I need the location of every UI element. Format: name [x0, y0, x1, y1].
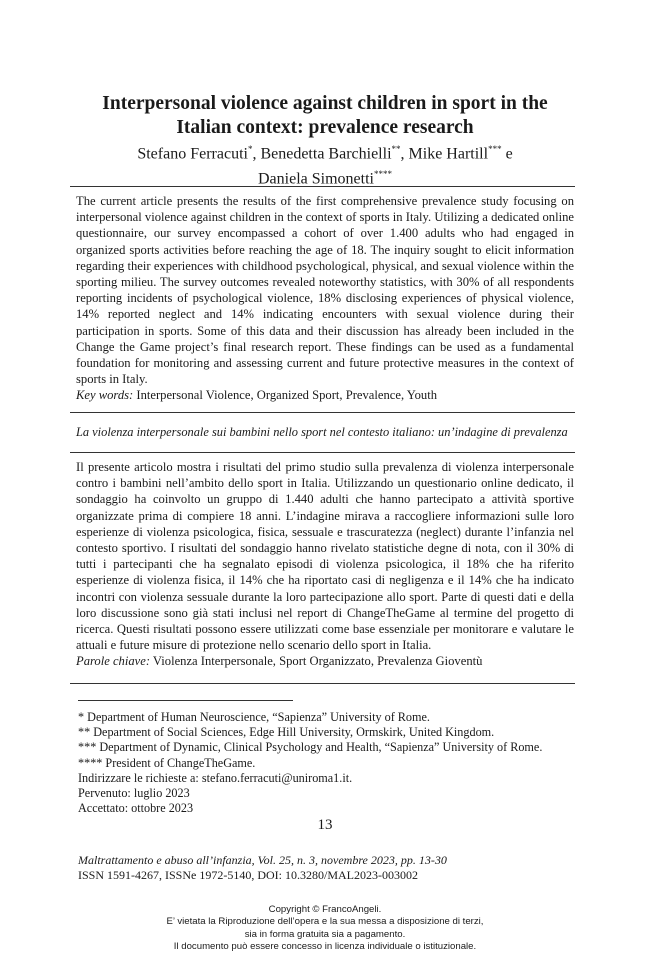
footnote: *** Department of Dynamic, Clinical Psychology and Health, “Sapienza” University of Rome.: [78, 740, 543, 755]
copyright-line: sia in forma gratuita sia a pagamento.: [244, 928, 406, 940]
abstract-italian: [76, 459, 574, 670]
abstract-text: Il presente articolo mostra i risultati del primo studio sulla prevalenza di violenza interpersonale contro i bambini nell’ambito dello sport in Italia. Utilizzando un questionario online dedicato, il sondaggio ha coinvolto un gruppo di 1.440 adulti che hanno partecipato a attività sportive organizzate prima di compiere 18 anni. L’indagine mirava a raccogliere informazioni sulle loro esperienze di violenza psicologica, fisica, sessuale e trascuratezza (neglect) durante l’infanzia nel contesto sportivo. I risultati del sondaggio hanno rivelato statistiche degne di nota, con il 30% di tutti i partecipanti che ha segnalato episodi di violenza psicologica, il 18% che ha riferito esperienze di violenza fisica, il 14% che ha riportato casi di negligenza e il 14% che ha indicato incontri con violenza sessuale durante la loro partecipazione allo sport. Parte di questi dati e della loro discussione sono già stati inclusi nel report di ChangeTheGame al termine del progetto di ricerca. Questi risultati possono essere utilizzati come base essenziale per monitorare e valutare le attuali e future misure di protezione nello scenario dello sport in Italia.: [76, 460, 574, 653]
copyright-notice: [120, 904, 530, 954]
author-name: Stefano Ferracuti: [137, 145, 248, 163]
divider: [70, 683, 575, 684]
footnote-mark: ***: [488, 144, 502, 154]
journal-issn: ISSN 1591-4267, ISSNe 1972-5140, DOI: 10.3280/MAL2023-003002: [78, 867, 418, 882]
footnote: ** Department of Social Sciences, Edge Hill University, Ormskirk, United Kingdom.: [78, 725, 495, 740]
footnotes: [78, 710, 588, 816]
footnote: * Department of Human Neuroscience, “Sapienza” University of Rome.: [78, 710, 430, 724]
authors-line-1: [60, 139, 590, 164]
accepted-date: Accettato: ottobre 2023: [78, 801, 194, 816]
author-separator: ,: [400, 145, 409, 163]
footnote-mark: **: [391, 144, 401, 154]
article-title: [60, 92, 590, 140]
divider: [70, 452, 575, 453]
footnote: **** President of ChangeTheGame.: [78, 755, 256, 770]
received-date: Pervenuto: luglio 2023: [78, 786, 190, 801]
author-separator: e: [501, 145, 513, 163]
footnote-divider: [78, 700, 293, 701]
copyright-line: Il documento può essere concesso in licenza individuale o istituzionale.: [173, 941, 477, 953]
keywords: [76, 387, 574, 403]
title-line-1: Interpersonal violence against children in sport in the: [102, 93, 548, 114]
copyright-line: E’ vietata la Riproduzione dell’opera e la sua messa a disposizione di terzi,: [166, 916, 484, 928]
author-list: [60, 139, 590, 190]
keywords-label: Parole chiave:: [76, 654, 151, 669]
contact-line: Indirizzare le richieste a: stefano.ferracuti@uniroma1.it.: [78, 770, 353, 785]
author-name: Mike Hartill: [408, 145, 489, 163]
page-number: 13: [317, 817, 333, 833]
author-name: Benedetta Barchielli: [260, 145, 392, 163]
divider: [70, 412, 575, 413]
title-line-2: Italian context: prevalence research: [176, 117, 474, 138]
abstract-english: [76, 193, 574, 404]
journal-citation: Maltrattamento e abuso all’infanzia, Vol. 25, n. 3, novembre 2023, pp. 13-30: [78, 853, 447, 867]
author-separator: ,: [252, 145, 261, 163]
divider: [70, 186, 575, 187]
footnote-mark: ****: [373, 169, 392, 180]
keywords: [76, 653, 574, 669]
keywords-label: Key words:: [76, 388, 134, 403]
abstract-text: The current article presents the results of the first comprehensive prevalence study focusing on interpersonal violence against children in the context of sports in Italy. Utilizing a dedicated online questionnaire, our survey encompassed a cohort of over 1.400 adults who had engaged in organized sports activities before reaching the age of 18. The inquiry sought to elicit information regarding their experiences with childhood psychological, physical, and sexual violence within the sporting milieu. The survey outcomes revealed noteworthy statistics, with 30% of all respondents reporting incidents of psychological violence, 18% disclosing experiences of physical violence, 14% reported neglect and 14% indicating encounters with sexual violence during their participation in sports. Some of this data and their discussion has already been included in the Change the Game project’s final research report. These findings can be used as a fundamental foundation for monitoring and assessing current and future protective measures in the context of sports in Italy.: [76, 194, 574, 387]
keywords-value: Violenza Interpersonale, Sport Organizzato, Prevalenza Gioventù: [150, 654, 483, 669]
journal-info: [78, 853, 598, 882]
italian-title: La violenza interpersonale sui bambini nello sport nel contesto italiano: un’indagine di prevalenza: [76, 425, 568, 439]
copyright-line: Copyright © FrancoAngeli.: [268, 904, 382, 915]
keywords-value: Interpersonal Violence, Organized Sport, Prevalence, Youth: [133, 388, 437, 403]
author-name: Daniela Simonetti: [258, 170, 374, 188]
footnote-mark: *: [247, 144, 253, 154]
